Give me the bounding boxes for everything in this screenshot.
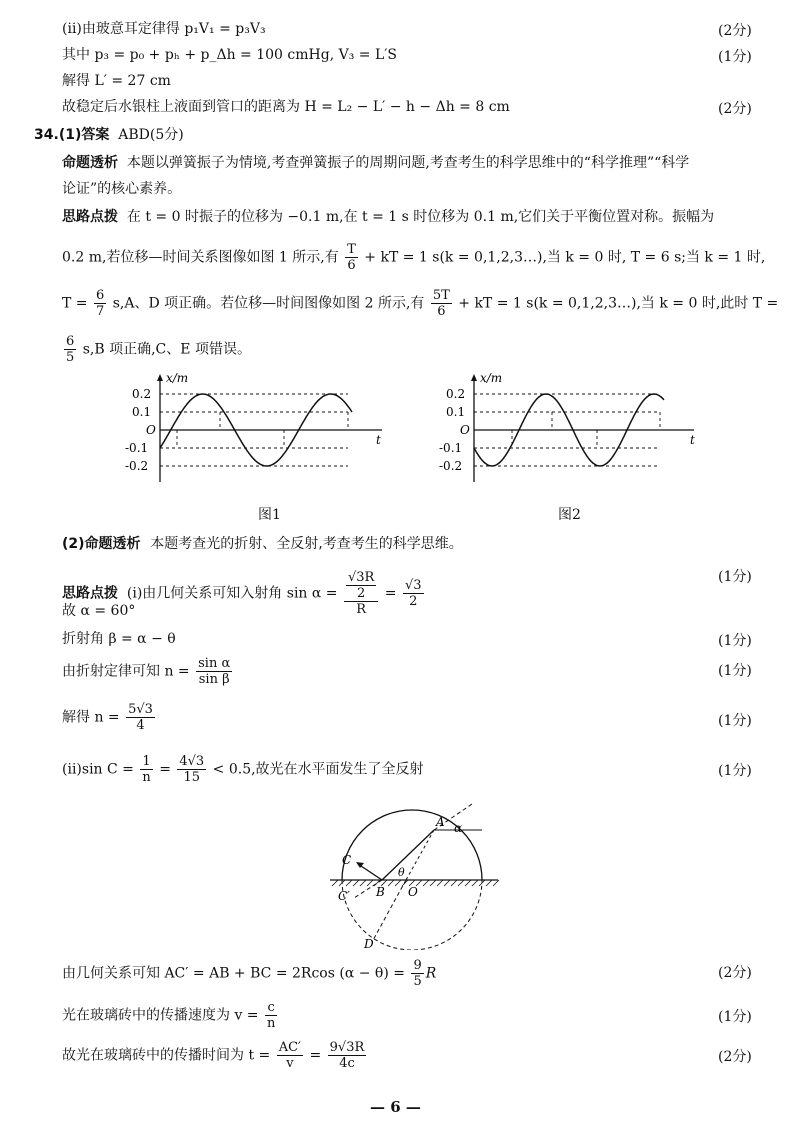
tick-label: 0.1 bbox=[446, 405, 466, 419]
step6-eq: = bbox=[159, 761, 171, 778]
step9-line bbox=[62, 1040, 368, 1071]
step6-text: (ⅱ)sin C = bbox=[62, 761, 134, 778]
tick-label: -0.1 bbox=[125, 441, 149, 455]
frac-AC-v bbox=[277, 1040, 303, 1071]
frac-sin-ratio bbox=[196, 656, 232, 687]
frac-den: 2 bbox=[346, 585, 376, 601]
frac-c-n bbox=[265, 1000, 277, 1031]
step1-text: (ⅰ)由几何关系可知入射角 sin α = bbox=[126, 585, 338, 602]
label-B: B bbox=[376, 885, 385, 899]
hint-text-2a: 0.2 m,若位移—时间关系图像如图 1 所示,有 bbox=[62, 249, 339, 266]
hatch-mark bbox=[472, 880, 478, 886]
label-O: O bbox=[408, 885, 418, 899]
hint-line-4 bbox=[62, 334, 251, 365]
hatch-mark bbox=[367, 880, 373, 886]
part2-label: (2)命题透析 bbox=[62, 536, 141, 552]
label-C: C bbox=[342, 853, 352, 867]
hint-line-1 bbox=[62, 208, 714, 226]
hint-label: 思路点拨 bbox=[62, 209, 118, 225]
label-D: D bbox=[364, 937, 374, 950]
frac-num: 5√3 bbox=[128, 702, 153, 717]
hatch-mark bbox=[458, 880, 464, 886]
q34-number: 34. bbox=[34, 127, 59, 143]
hatch-mark bbox=[444, 880, 450, 886]
frac-den: v bbox=[277, 1055, 303, 1071]
analysis-label: 命题透析 bbox=[62, 155, 118, 171]
hatch-mark bbox=[437, 880, 443, 886]
frac-6-7 bbox=[94, 288, 106, 319]
hatch-mark bbox=[395, 880, 401, 886]
hatch-mark bbox=[360, 880, 366, 886]
hint-text-3b: s,A、D 项正确。若位移—时间图像如图 2 所示,有 bbox=[112, 295, 425, 312]
step6-text-b: < 0.5,故光在水平面发生了全反射 bbox=[212, 761, 424, 778]
frac-den: R bbox=[344, 601, 378, 617]
analysis-line bbox=[62, 154, 689, 172]
hatch-mark bbox=[332, 880, 338, 886]
fig2-caption: 图2 bbox=[558, 507, 581, 523]
frac-den: 2 bbox=[403, 593, 424, 609]
frac-num: 9√3R bbox=[329, 1040, 365, 1055]
tick-label: 0.2 bbox=[132, 387, 152, 401]
top-line-3: 解得 L′ = 27 cm bbox=[62, 73, 171, 89]
axis-arrow-icon bbox=[471, 374, 477, 381]
frac-num: √3R bbox=[347, 570, 375, 585]
frac-den: 6 bbox=[431, 303, 452, 319]
analysis-text: 本题以弹簧振子为情境,考查弹簧振子的周期问题,考查考生的科学思维中的“科学推理”“科学 bbox=[126, 155, 690, 171]
hint-text-2b: + kT = 1 s(k = 0,1,2,3…),当 k = 0 时, T = 6 s;当 k = 1 时, bbox=[364, 249, 766, 266]
score-s9: (2分) bbox=[718, 1049, 752, 1065]
frac-den: n bbox=[142, 770, 151, 785]
hatch-mark bbox=[423, 880, 429, 886]
hatch-mark bbox=[346, 880, 352, 886]
hint2-label: 思路点拨 bbox=[62, 585, 118, 602]
frac-num: c bbox=[267, 1000, 275, 1015]
graph-fig1 bbox=[120, 372, 400, 502]
frac-num: √3 bbox=[404, 578, 422, 593]
origin-label: O bbox=[460, 423, 470, 437]
frac-num: 1 bbox=[142, 754, 151, 769]
hint-text-3c: + kT = 1 s(k = 0,1,2,3…),当 k = 0 时,此时 T = bbox=[458, 295, 779, 312]
frac-den: 15 bbox=[177, 769, 206, 785]
hatch-mark bbox=[465, 880, 471, 886]
tick-label: -0.2 bbox=[125, 459, 149, 473]
tick-label: -0.1 bbox=[439, 441, 463, 455]
analysis-text-2: 论证”的核心素养。 bbox=[62, 181, 182, 197]
optics-diagram bbox=[322, 800, 502, 950]
frac-den: 7 bbox=[95, 304, 105, 319]
hatch-mark bbox=[430, 880, 436, 886]
frac-4root3-15 bbox=[177, 754, 206, 785]
label-alpha: α bbox=[454, 821, 463, 835]
step9-text: 故光在玻璃砖中的传播时间为 t = bbox=[62, 1047, 271, 1064]
score-s5: (1分) bbox=[718, 713, 752, 729]
step2-line: 故 α = 60° bbox=[62, 603, 136, 619]
frac-num: sin α bbox=[198, 656, 231, 671]
step7-text: 由几何关系可知 AC′ = AB + BC = 2Rcos (α − θ) = bbox=[62, 965, 405, 982]
frac-6-5 bbox=[64, 334, 76, 365]
hint-text-1: 在 t = 0 时振子的位移为 −0.1 m,在 t = 1 s 时位移为 0.1 m,它们关于平衡位置对称。振幅为 bbox=[126, 209, 715, 225]
step7-line bbox=[62, 958, 436, 989]
step4-text: 由折射定律可知 n = bbox=[62, 663, 190, 680]
frac-den: n bbox=[267, 1016, 276, 1031]
q34-answer: ABD(5分) bbox=[118, 127, 184, 143]
q34-header bbox=[34, 126, 184, 144]
hatch-mark bbox=[353, 880, 359, 886]
label-C-prime: C′ bbox=[338, 889, 350, 903]
tick-label: 0.1 bbox=[132, 405, 152, 419]
fig1-caption: 图1 bbox=[258, 507, 281, 523]
score-s8: (1分) bbox=[718, 1009, 752, 1025]
t-axis-label: t bbox=[376, 433, 381, 447]
score-s4: (1分) bbox=[718, 663, 752, 679]
part2-header bbox=[62, 535, 463, 553]
frac-9-5 bbox=[411, 958, 423, 989]
y-axis-label: x/m bbox=[166, 372, 189, 385]
frac-num: 5T bbox=[432, 288, 450, 303]
step5-text: 解得 n = bbox=[62, 709, 120, 726]
frac-num: AC′ bbox=[278, 1040, 302, 1055]
score-top-1: (2分) bbox=[718, 23, 752, 39]
graph-fig2 bbox=[412, 372, 702, 502]
frac-num: 6 bbox=[95, 288, 105, 303]
q34-part1-label: (1)答案 bbox=[58, 127, 110, 143]
hatch-mark bbox=[493, 880, 499, 886]
hatch-mark bbox=[486, 880, 492, 886]
hatch-mark bbox=[388, 880, 394, 886]
radius-AO bbox=[406, 830, 434, 880]
step6-line bbox=[62, 754, 424, 785]
frac-den: 5 bbox=[413, 974, 422, 989]
score-s6: (1分) bbox=[718, 763, 752, 779]
page-number: — 6 — bbox=[370, 1098, 421, 1116]
hint-text-4: s,B 项正确,C、E 项错误。 bbox=[82, 341, 251, 358]
step3-line: 折射角 β = α − θ bbox=[62, 631, 176, 647]
score-top-2: (1分) bbox=[718, 49, 752, 65]
step8-line bbox=[62, 1000, 279, 1031]
top-line-2: 其中 p₃ = p₀ + pₕ + p_Δh = 100 cmHg, V₃ = L′S bbox=[62, 47, 398, 63]
hint-line-2 bbox=[62, 242, 765, 273]
top-line-1: (ⅱ)由玻意耳定律得 p₁V₁ = p₃V₃ bbox=[62, 21, 266, 37]
frac-n bbox=[126, 702, 155, 733]
ray-BC bbox=[358, 864, 382, 880]
step7-R: R bbox=[425, 965, 437, 982]
score-s7: (2分) bbox=[718, 965, 752, 981]
hint-line-3 bbox=[62, 288, 778, 319]
part2-text: 本题考查光的折射、全反射,考查考生的科学思维。 bbox=[150, 536, 463, 552]
frac-sin-alpha bbox=[344, 570, 378, 617]
score-s1: (1分) bbox=[718, 569, 752, 585]
hatch-mark bbox=[451, 880, 457, 886]
score-top-4: (2分) bbox=[718, 101, 752, 117]
step8-text: 光在玻璃砖中的传播速度为 v = bbox=[62, 1007, 259, 1024]
score-s3: (1分) bbox=[718, 633, 752, 649]
hint-text-3a: T = bbox=[62, 295, 88, 312]
frac-9root3R-4c bbox=[328, 1040, 367, 1071]
frac-den: sin β bbox=[196, 671, 232, 687]
frac-5T-6 bbox=[431, 288, 452, 319]
frac-num: T bbox=[347, 242, 356, 257]
frac-num: 4√3 bbox=[179, 754, 205, 769]
step1-eq: = bbox=[384, 585, 397, 602]
frac-den: 6 bbox=[345, 257, 358, 273]
frac-1-n bbox=[140, 754, 152, 785]
frac-T-6 bbox=[345, 242, 358, 273]
frac-den: 5 bbox=[66, 350, 75, 365]
step5-line bbox=[62, 702, 157, 733]
step4-line bbox=[62, 656, 234, 687]
t-axis-label: t bbox=[690, 433, 695, 447]
label-A: A bbox=[436, 815, 445, 829]
frac-root3-2 bbox=[403, 578, 424, 609]
frac-num: 9 bbox=[413, 958, 422, 973]
frac-inner bbox=[344, 570, 378, 601]
frac-num: 6 bbox=[66, 334, 75, 349]
frac-den: 4c bbox=[328, 1055, 367, 1071]
tick-label: -0.2 bbox=[439, 459, 463, 473]
step9-eq: = bbox=[309, 1047, 322, 1064]
tick-label: 0.2 bbox=[446, 387, 466, 401]
axis-arrow-icon bbox=[157, 374, 163, 381]
origin-label: O bbox=[146, 423, 156, 437]
ray-AB bbox=[382, 830, 434, 880]
frac-den: 4 bbox=[126, 717, 155, 733]
y-axis-label: x/m bbox=[480, 372, 503, 385]
top-line-4: 故稳定后水银柱上液面到管口的距离为 H = L₂ − L′ − h − Δh = 8 cm bbox=[62, 99, 510, 115]
label-theta: θ bbox=[398, 866, 405, 879]
